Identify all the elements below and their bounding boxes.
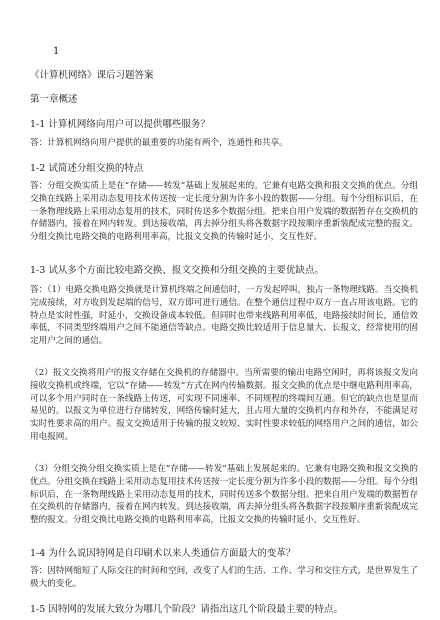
- document-title: 《计算机网络》课后习题答案: [30, 70, 154, 81]
- watermark: · · · ·: [329, 10, 377, 43]
- watermark: · · · ·: [199, 10, 247, 43]
- watermark: · · · ·: [69, 10, 117, 43]
- answer-1-1: 答：计算机网络向用户提供的最重要的功能有两个，连通性和共享。: [30, 138, 288, 148]
- chapter-heading: 第一章概述: [30, 94, 78, 105]
- answer-1-2: 答：分组交换实质上是在“存储——转发”基础上发展起来的。它兼有电路交换和报文交换的优点。分组交换在线路上采用动态复用技术传送按一定长度分割为许多小段的数据——分组。每个分组标识后，在一条物理线路上采用动态复用的技术，同时传送多个数据分组。把来自用户发端的数据暂存在交换机的存储器内，接着在网内转发。到达接收端，再去掉分组头将各数据字段按顺序重新装配成完整的报文。分组交换比电路交换的电路利用率高，比报文交换的传输时延小，交互性好。: [30, 181, 418, 243]
- question-1-5: 1-5 因特网的发展大致分为哪几个阶段？请指出这几个阶段最主要的特点。: [30, 604, 343, 615]
- question-1-4: 1-4 为什么说因特网是自印刷术以来人类通信方面最大的变革？: [30, 548, 296, 559]
- question-1-2: 1-2 试简述分组交换的特点: [30, 163, 144, 174]
- answer-1-3-packet: （3）分组交换分组交换实质上是在“存储——转发”基础上发展起来的。它兼有电路交换和报文交换的优点。分组交换在线路上采用动态复用技术传送按一定长度分割为许多小段的数据——分组。每个分组标识后，在一条物理线路上采用动态复用的技术，同时传送多个数据分组。把来自用户发端的数据暂存在交换机的存储器内，接着在网内转发。到达接收端，再去掉分组头将各数据字段按顺序重新装配成完整的报文。分组交换比电路交换的电路利用率高，比报文交换的传输时延小，交互性好。: [30, 464, 418, 526]
- page-number: 1: [53, 46, 60, 57]
- answer-1-3-message: （2）报文交换将用户的报文存储在交换机的存储器中。当所需要的输出电路空闲时，再将该报文发向接收交换机或终端，它以“存储——转发”方式在网内传输数据。报文交换的优点是中继电路利用率高，可以多个用户同时在一条线路上传送，可实现不同速率、不同规程的终端间互通。但它的缺点也是显而易见的。以报文为单位进行存储转发，网络传输时延大，且占用大量的交换机内存和外存，不能满足对实时性要求高的用户。报文交换适用于传输的报文较短、实时性要求较低的网络用户之间的通信，如公用电报网。: [30, 368, 418, 442]
- answer-1-4: 答：因特网缩短了人际交往的时间和空间，改变了人们的生活、工作、学习和交往方式，是世界发生了极大的变化。: [30, 566, 418, 589]
- answer-1-3-circuit: 答：（1）电路交换电路交换就是计算机终端之间通信时，一方发起呼叫，独占一条物理线路。当交换机完成接续，对方收到发起端的信号，双方即可进行通信。在整个通信过程中双方一直占用该电路。它的特点是实时性强，时延小，交换设备成本较低。但同时也带来线路利用率低，电路接续时间长，通信效率低，不同类型终端用户之间不能通信等缺点。电路交换比较适用于信息量大、长报文，经常使用的固定用户之间的通信。: [30, 285, 418, 347]
- question-1-1: 1-1 计算机网络向用户可以提供哪些服务？: [30, 119, 210, 130]
- question-1-3: 1-3 试从多个方面比较电路交换、报文交换和分组交换的主要优缺点。: [30, 265, 324, 276]
